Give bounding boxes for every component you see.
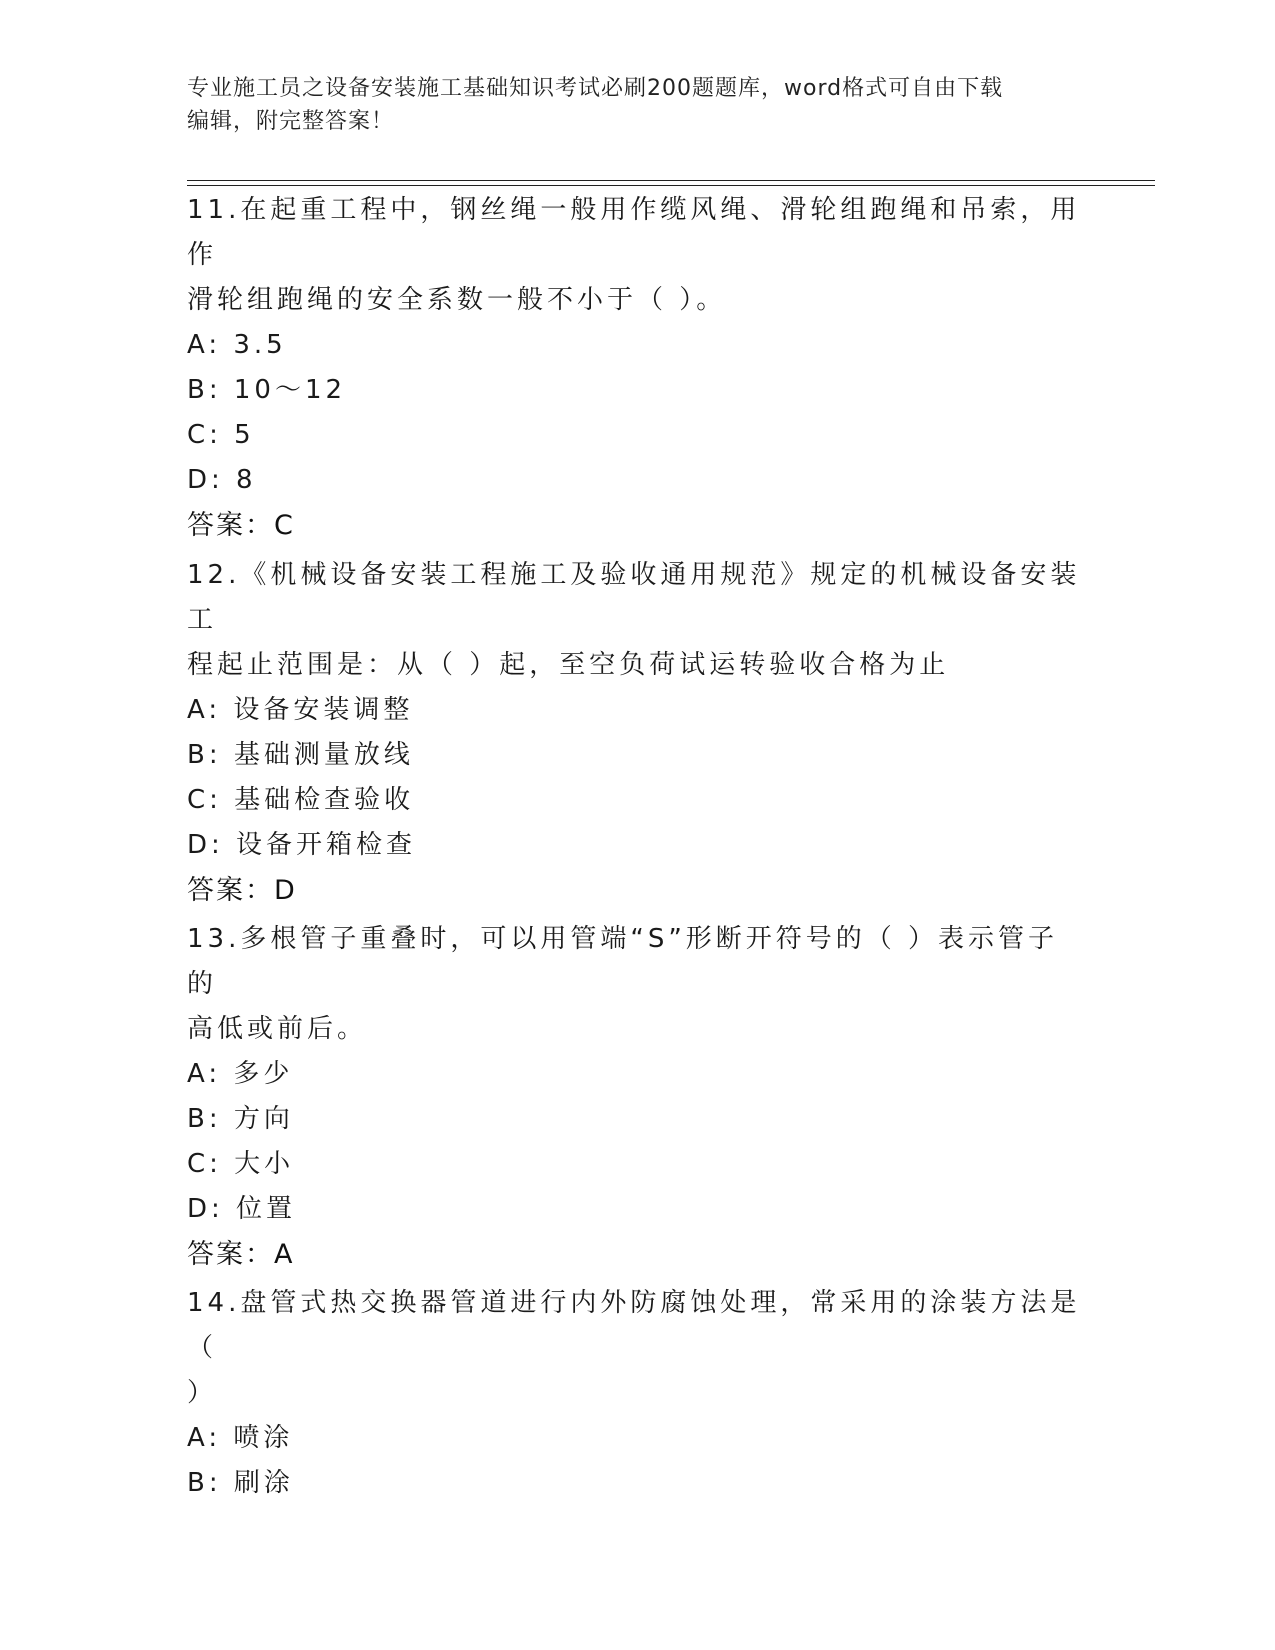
question-stem-line-2: 程起止范围是：从（ ）起，至空负荷试运转验收合格为止 [187,650,950,680]
option-c: C: 基础检查验收 [187,785,415,815]
answer: 答案：D [187,875,297,906]
question-11 [187,188,1087,548]
question-13 [187,917,1087,1277]
option-b: B: 基础测量放线 [187,740,414,770]
option-a: A: 设备安装调整 [187,695,414,725]
question-stem-line-1: 11.在起重工程中，钢丝绳一般用作缆风绳、滑轮组跑绳和吊索，用作 [187,195,1081,270]
option-b: B: 刷涂 [187,1468,294,1498]
answer: 答案：C [187,510,295,541]
question-stem-line-1: 14.盘管式热交换器管道进行内外防腐蚀处理，常采用的涂装方法是（ [187,1288,1081,1363]
option-a: A: 3.5 [187,330,287,360]
document-header [187,72,1067,138]
answer: 答案：A [187,1239,295,1270]
question-14 [187,1281,1087,1506]
option-a: A: 多少 [187,1059,294,1089]
question-stem-line-1: 12.《机械设备安装工程施工及验收通用规范》规定的机械设备安装工 [187,560,1081,635]
header-line-1: 专业施工员之设备安装施工基础知识考试必刷200题题库，word格式可自由下载 [187,76,1004,101]
option-c: C: 大小 [187,1149,295,1179]
option-d: D: 设备开箱检查 [187,830,417,860]
question-stem-line-1: 13.多根管子重叠时，可以用管端“S”形断开符号的（ ）表示管子的 [187,924,1059,999]
option-b: B: 10～12 [187,375,347,405]
question-stem-line-2: ） [187,1378,218,1408]
question-stem-line-2: 高低或前后。 [187,1014,368,1044]
header-divider-top [187,180,1155,181]
option-c: C: 5 [187,420,255,450]
question-stem-line-2: 滑轮组跑绳的安全系数一般不小于（ ）。 [187,285,727,315]
option-a: A: 喷涂 [187,1423,294,1453]
header-line-2: 编辑，附完整答案！ [187,109,395,134]
option-b: B: 方向 [187,1104,294,1134]
option-d: D: 位置 [187,1194,297,1224]
option-d: D: 8 [187,465,257,495]
question-12 [187,553,1087,913]
header-divider-bottom [187,185,1155,186]
